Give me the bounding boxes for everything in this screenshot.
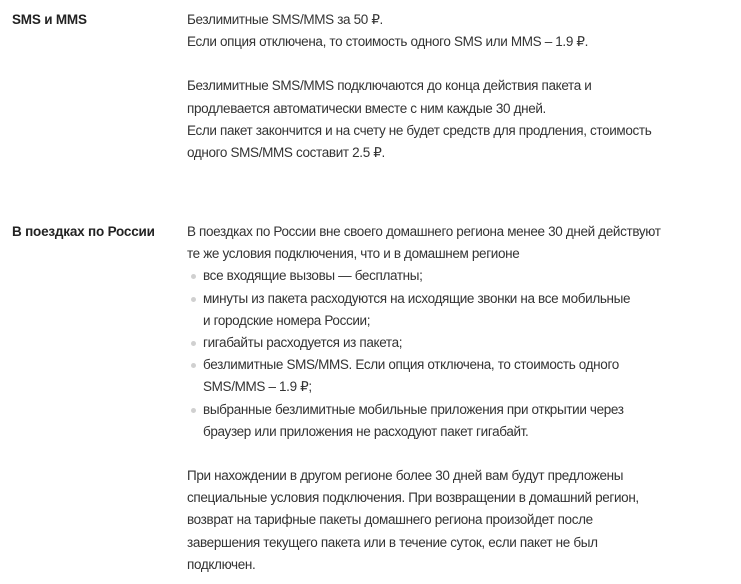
section-content xyxy=(187,221,732,576)
text-line: завершения текущего пакета или в течение суток, если пакет не был xyxy=(187,534,598,550)
list-item: минуты из пакета расходуются на исходящие звонки на все мобильные и городские номера России; xyxy=(187,288,732,332)
text-line: продлевается автоматически вместе с ним каждые 30 дней. xyxy=(187,100,546,116)
text-line: Если пакет закончится и на счету не будет средств для продления, стоимость xyxy=(187,122,652,138)
text-line: одного SMS/MMS составит 2.5 ₽. xyxy=(187,145,385,161)
text-line: Если опция отключена, то стоимость одного SMS или MMS – 1.9 ₽. xyxy=(187,34,589,50)
text-line: Безлимитные SMS/MMS подключаются до конца действия пакета и xyxy=(187,78,592,94)
text-line: Безлимитные SMS/MMS за 50 ₽. xyxy=(187,12,383,27)
text-line: В поездках по России вне своего домашнего региона менее 30 дней действуют xyxy=(187,224,661,239)
text-line: подключен. xyxy=(187,556,256,572)
text-line: возврат на тарифные пакеты домашнего региона произойдет после xyxy=(187,512,593,528)
list-item: безлимитные SMS/MMS. Если опция отключена, то стоимость одного SMS/MMS – 1.9 ₽; xyxy=(187,354,732,398)
section-label: В поездках по России xyxy=(12,224,155,239)
conditions-list xyxy=(187,265,732,443)
text-line: те же условия подключения, что и в домашнем регионе xyxy=(187,246,520,262)
list-item: все входящие вызовы — бесплатны; xyxy=(187,265,732,287)
list-item: гигабайты расходуется из пакета; xyxy=(187,332,732,354)
list-item: выбранные безлимитные мобильные приложения при открытии через браузер или приложения не расходуют пакет гигабайт. xyxy=(187,399,732,443)
section-label: SMS и MMS xyxy=(12,12,87,27)
section-content xyxy=(187,9,732,164)
text-line: специальные условия подключения. При возвращении в домашний регион, xyxy=(187,490,639,506)
text-line: При нахождении в другом регионе более 30 дней вам будут предложены xyxy=(187,468,624,484)
